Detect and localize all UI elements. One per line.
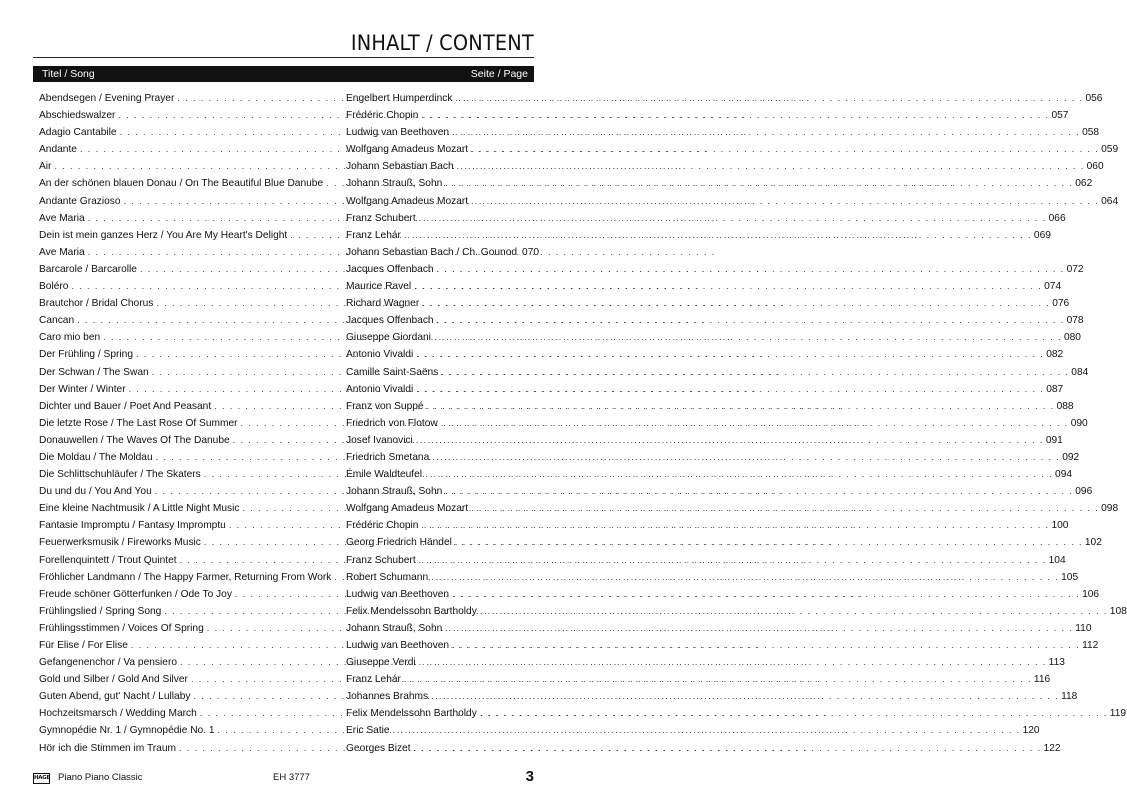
- song-title: Hochzeitsmarsch / Wedding March: [39, 708, 197, 720]
- song-title: Freude schöner Götterfunken / Ode To Joy: [39, 588, 232, 600]
- composer-name: Josef Ivanovici: [346, 434, 413, 446]
- song-title: Fröhlicher Landmann / The Happy Farmer, Returning From Work: [39, 571, 332, 583]
- composer-name: Franz Lehár: [346, 229, 401, 241]
- page-ref: 072: [1066, 263, 1084, 275]
- toc-song-cell: [39, 364, 339, 381]
- toc-song-cell: [39, 432, 339, 449]
- column-header-song: Titel / Song: [42, 68, 95, 80]
- toc-song-cell: [39, 90, 339, 107]
- song-title: Gymnopédie Nr. 1 / Gymnopédie No. 1: [39, 725, 215, 737]
- composer-name: Giuseppe Verdi: [346, 657, 416, 669]
- song-title: Brautchor / Bridal Chorus: [39, 298, 154, 310]
- toc-song-cell: [39, 158, 339, 175]
- composer-name: Franz Schubert: [346, 554, 416, 566]
- page-number: 3: [525, 768, 534, 785]
- toc-entry: [39, 398, 1074, 415]
- composer-name: Ludwig van Beethoven: [346, 588, 450, 600]
- composer-name: Jacques Offenbach: [346, 315, 434, 327]
- toc-composer-cell: [346, 637, 1099, 654]
- toc-composer-cell: [346, 432, 1063, 449]
- toc-song-cell: [39, 141, 339, 158]
- toc-entry: [39, 346, 1064, 363]
- page-ref: 118: [1061, 691, 1078, 703]
- composer-name: Frédéric Chopin: [346, 110, 419, 122]
- toc-song-cell: [39, 569, 339, 586]
- composer-name: Wolfgang Amadeus Mozart: [346, 144, 469, 156]
- toc-song-cell: [39, 175, 339, 192]
- song-title: Der Frühling / Spring: [39, 349, 133, 361]
- toc-song-cell: [39, 552, 339, 569]
- toc-composer-cell: [346, 141, 1119, 158]
- toc-entry: [39, 278, 1062, 295]
- toc-song-cell: [39, 381, 339, 398]
- toc-song-cell: [39, 449, 339, 466]
- song-title: Gold und Silber / Gold And Silver: [39, 674, 188, 686]
- toc-entry: [39, 193, 1119, 210]
- toc-entry: [39, 312, 1084, 329]
- page-ref: 062: [1075, 178, 1093, 190]
- leader-dots: [419, 210, 1047, 227]
- page-ref: 094: [1055, 469, 1073, 481]
- page-ref: 098: [1101, 503, 1119, 515]
- page-ref: 090: [1070, 417, 1088, 429]
- toc-entry: [39, 740, 1061, 757]
- leader-dots: [455, 90, 1083, 107]
- toc-entry: [39, 552, 1066, 569]
- leader-dots: [455, 534, 1083, 551]
- toc-composer-cell: [346, 415, 1088, 432]
- song-title: Du und du / You And You: [39, 486, 152, 498]
- page-ref: 064: [1101, 195, 1119, 207]
- page-ref: 060: [1086, 161, 1104, 173]
- leader-dots: [421, 107, 1049, 124]
- leader-dots: [480, 705, 1108, 722]
- toc-song-cell: [39, 637, 339, 654]
- song-title: Fantasie Impromptu / Fantasy Impromptu: [39, 520, 226, 532]
- page-ref: 110: [1075, 622, 1092, 634]
- page-ref: 120: [1022, 725, 1040, 737]
- leader-dots: [427, 398, 1055, 415]
- column-header-page: Seite / Page: [470, 68, 528, 80]
- song-title: Eine kleine Nachtmusik / A Little Night Music: [39, 503, 240, 515]
- toc-song-cell: [39, 688, 339, 705]
- toc-song-cell: [39, 500, 339, 517]
- page-ref: 076: [1052, 298, 1070, 310]
- leader-dots: [419, 552, 1047, 569]
- toc-entry: [39, 329, 1081, 346]
- page-ref: 091: [1045, 434, 1063, 446]
- composer-name: Johann Strauß, Sohn: [346, 178, 443, 190]
- song-title: Air: [39, 161, 52, 173]
- composer-name: Wolfgang Amadeus Mozart: [346, 503, 469, 515]
- composer-name: Giuseppe Giordani: [346, 332, 431, 344]
- toc-composer-cell: [346, 193, 1119, 210]
- toc-composer-cell: [346, 175, 1093, 192]
- toc-song-cell: [39, 654, 339, 671]
- composer-name: Franz Lehár: [346, 674, 401, 686]
- toc-composer-cell: [346, 124, 1100, 141]
- song-title: Frühlingsstimmen / Voices Of Spring: [39, 622, 204, 634]
- page-ref: 059: [1101, 144, 1119, 156]
- leader-dots: [414, 740, 1042, 757]
- title-divider: [33, 57, 534, 58]
- toc-composer-cell: [346, 244, 540, 261]
- song-title: Frühlingslied / Spring Song: [39, 605, 162, 617]
- composer-name: Johannes Brahms: [346, 691, 429, 703]
- song-title: Hör ich die Stimmen im Traum: [39, 742, 176, 754]
- publisher-logo: HAGE: [33, 773, 50, 784]
- toc-composer-cell: [346, 398, 1074, 415]
- leader-dots: [445, 620, 1073, 637]
- composer-name: Franz von Suppé: [346, 400, 424, 412]
- leader-dots: [419, 654, 1047, 671]
- toc-song-cell: [39, 483, 339, 500]
- composer-name: Camille Saint-Saëns: [346, 366, 439, 378]
- toc-song-cell: [39, 620, 339, 637]
- toc-song-cell: [39, 586, 339, 603]
- toc-song-cell: [39, 740, 339, 757]
- toc-composer-cell: [346, 705, 1127, 722]
- composer-name: Johann Sebastian Bach: [346, 161, 454, 173]
- song-title: Donauwellen / The Waves Of The Danube: [39, 434, 230, 446]
- toc-entry: [39, 432, 1063, 449]
- composer-name: Georges Bizet: [346, 742, 411, 754]
- toc-song-cell: [39, 278, 339, 295]
- leader-dots: [416, 432, 1044, 449]
- composer-name: Antonio Vivaldi: [346, 349, 414, 361]
- toc-entry: [39, 381, 1064, 398]
- toc-song-cell: [39, 466, 339, 483]
- toc-entry: [39, 722, 1040, 739]
- page-ref: 116: [1033, 674, 1051, 686]
- leader-dots: [432, 449, 1060, 466]
- toc-entry: [39, 124, 1100, 141]
- page-ref: 092: [1062, 451, 1080, 463]
- composer-name: Johann Sebastian Bach / Ch. Gounod: [346, 246, 518, 258]
- leader-dots: [404, 227, 1032, 244]
- page-ref: 102: [1084, 537, 1102, 549]
- leader-dots: [441, 415, 1069, 432]
- toc-entry: [39, 705, 1127, 722]
- song-title: Ave Maria: [39, 212, 85, 224]
- toc-composer-cell: [346, 90, 1103, 107]
- toc-entry: [39, 90, 1103, 107]
- composer-name: Johann Strauß, Sohn: [346, 622, 443, 634]
- toc-song-cell: [39, 295, 339, 312]
- toc-entry: [39, 158, 1104, 175]
- leader-dots: [393, 722, 1021, 739]
- page-ref: 078: [1066, 315, 1084, 327]
- toc-entry: [39, 654, 1065, 671]
- composer-name: Frédéric Chopin: [346, 520, 419, 532]
- toc-entry: [39, 415, 1088, 432]
- toc-composer-cell: [346, 500, 1119, 517]
- leader-dots: [471, 193, 1099, 210]
- page-ref: 113: [1048, 657, 1065, 669]
- composer-name: Felix Mendelssohn Bartholdy: [346, 708, 477, 720]
- toc-composer-cell: [346, 158, 1104, 175]
- leader-dots: [434, 329, 1062, 346]
- toc-composer-cell: [346, 227, 1051, 244]
- toc-entry: [39, 603, 1127, 620]
- leader-dots: [480, 603, 1108, 620]
- song-title: Der Schwan / The Swan: [39, 366, 149, 378]
- leader-dots: [404, 671, 1032, 688]
- leader-dots: [437, 312, 1065, 329]
- toc-entry: [39, 141, 1119, 158]
- leader-dots: [445, 483, 1073, 500]
- song-title: Barcarole / Barcarolle: [39, 263, 137, 275]
- page-ref: 088: [1056, 400, 1074, 412]
- composer-name: Émile Waldteufel: [346, 469, 423, 481]
- toc-entry: [39, 637, 1099, 654]
- toc-composer-cell: [346, 688, 1078, 705]
- song-title: Gefangenenchor / Va pensiero: [39, 657, 178, 669]
- toc-song-cell: [39, 244, 339, 261]
- song-title: Dein ist mein ganzes Herz / You Are My Heart's Delight: [39, 229, 288, 241]
- toc-song-cell: [39, 398, 339, 415]
- composer-name: Maurice Ravel: [346, 281, 412, 293]
- toc-composer-cell: [346, 671, 1051, 688]
- toc-entry: [39, 107, 1069, 124]
- toc-composer-cell: [346, 210, 1066, 227]
- toc-song-cell: [39, 312, 339, 329]
- toc-composer-cell: [346, 603, 1127, 620]
- toc-song-cell: [39, 193, 339, 210]
- song-title: Guten Abend, gut' Nacht / Lullaby: [39, 691, 191, 703]
- toc-entry: [39, 534, 1102, 551]
- toc-composer-cell: [346, 278, 1062, 295]
- toc-entry: [39, 586, 1100, 603]
- composer-name: Ludwig van Beethoven: [346, 640, 450, 651]
- song-title: Forellenquintett / Trout Quintet: [39, 554, 177, 566]
- table-of-contents: [39, 90, 1127, 757]
- composer-name: Johann Strauß, Sohn: [346, 486, 443, 498]
- leader-dots: [431, 688, 1059, 705]
- page-ref: 066: [1048, 212, 1066, 224]
- toc-entry: [39, 466, 1073, 483]
- leader-dots: [422, 295, 1050, 312]
- leader-dots: [416, 381, 1044, 398]
- page-ref: 108: [1109, 605, 1127, 617]
- leader-dots: [431, 569, 1059, 586]
- toc-song-cell: [39, 534, 339, 551]
- toc-entry: [39, 449, 1080, 466]
- song-title: Caro mio ben: [39, 332, 101, 344]
- toc-song-cell: [39, 415, 339, 432]
- toc-composer-cell: [346, 534, 1102, 551]
- composer-name: Eric Satie: [346, 725, 390, 737]
- toc-song-cell: [39, 210, 339, 227]
- series-title: Piano Piano Classic: [58, 772, 143, 783]
- song-title: Abschiedswalzer: [39, 110, 116, 122]
- toc-song-cell: [39, 671, 339, 688]
- composer-name: Wolfgang Amadeus Mozart: [346, 195, 469, 207]
- song-title: Abendsegen / Evening Prayer: [39, 93, 175, 104]
- page-ref: 057: [1051, 110, 1069, 122]
- toc-song-cell: [39, 517, 339, 534]
- toc-composer-cell: [346, 722, 1040, 739]
- composer-name: Felix Mendelssohn Bartholdy: [346, 605, 477, 617]
- toc-entry: [39, 688, 1078, 705]
- toc-composer-cell: [346, 483, 1093, 500]
- page-ref: 112: [1082, 640, 1099, 651]
- composer-name: Franz Schubert: [346, 212, 416, 224]
- page-ref: 084: [1071, 366, 1089, 378]
- leader-dots: [457, 158, 1085, 175]
- leader-dots: [445, 175, 1073, 192]
- toc-composer-cell: [346, 586, 1100, 603]
- toc-song-cell: [39, 705, 339, 722]
- toc-composer-cell: [346, 329, 1081, 346]
- song-title: Die Moldau / The Moldau: [39, 451, 153, 463]
- toc-composer-cell: [346, 552, 1066, 569]
- toc-entry: [39, 295, 1070, 312]
- toc-song-cell: [39, 722, 339, 739]
- page-ref: 104: [1048, 554, 1066, 566]
- song-title: Boléro: [39, 281, 69, 293]
- toc-entry: [39, 244, 540, 261]
- edition-code: EH 3777: [273, 772, 310, 783]
- composer-name: Engelbert Humperdinck: [346, 93, 453, 104]
- toc-composer-cell: [346, 466, 1073, 483]
- toc-entry: [39, 671, 1051, 688]
- toc-composer-cell: [346, 449, 1080, 466]
- page-ref: 070: [522, 246, 540, 258]
- song-title: Andante Grazioso: [39, 195, 121, 207]
- song-title: Andante: [39, 144, 77, 156]
- toc-composer-cell: [346, 364, 1089, 381]
- toc-entry: [39, 517, 1069, 534]
- leader-dots: [452, 586, 1080, 603]
- leader-dots: [471, 141, 1099, 158]
- song-title: Adagio Cantabile: [39, 127, 117, 139]
- page-ref: 074: [1044, 281, 1062, 293]
- page-ref: 122: [1043, 742, 1061, 754]
- toc-composer-cell: [346, 312, 1084, 329]
- toc-song-cell: [39, 603, 339, 620]
- toc-song-cell: [39, 261, 339, 278]
- composer-name: Friedrich Smetana: [346, 451, 430, 463]
- leader-dots: [421, 517, 1049, 534]
- toc-composer-cell: [346, 346, 1064, 363]
- toc-entry: [39, 500, 1119, 517]
- toc-song-cell: [39, 329, 339, 346]
- composer-name: Richard Wagner: [346, 298, 420, 310]
- page-title: INHALT / CONTENT: [351, 31, 534, 55]
- song-title: Der Winter / Winter: [39, 383, 126, 395]
- page-footer: [33, 768, 534, 785]
- leader-dots: [452, 124, 1080, 141]
- leader-dots: [471, 500, 1099, 517]
- leader-dots: [416, 346, 1044, 363]
- toc-entry: [39, 364, 1089, 381]
- toc-song-cell: [39, 124, 339, 141]
- page-ref: 069: [1033, 229, 1051, 241]
- composer-name: Jacques Offenbach: [346, 263, 434, 275]
- toc-composer-cell: [346, 620, 1092, 637]
- page-ref: 058: [1082, 127, 1100, 139]
- toc-entry: [39, 569, 1079, 586]
- page-ref: 119: [1109, 708, 1127, 720]
- page-ref: 105: [1061, 571, 1079, 583]
- song-title: Die Schlittschuhläufer / The Skaters: [39, 469, 201, 481]
- toc-entry: [39, 227, 1051, 244]
- composer-name: Robert Schumann: [346, 571, 429, 583]
- page-ref: 087: [1046, 383, 1064, 395]
- page-ref: 056: [1085, 93, 1103, 104]
- table-header-bar: [33, 66, 534, 82]
- leader-dots: [414, 278, 1042, 295]
- toc-entry: [39, 210, 1066, 227]
- song-title: Dichter und Bauer / Poet And Peasant: [39, 400, 212, 412]
- toc-song-cell: [39, 227, 339, 244]
- composer-name: Antonio Vivaldi: [346, 383, 414, 395]
- song-title: Cancan: [39, 315, 75, 327]
- composer-name: Ludwig van Beethoven: [346, 127, 450, 139]
- toc-entry: [39, 261, 1084, 278]
- leader-dots: [452, 637, 1080, 654]
- song-title: An der schönen blauen Donau / On The Beautiful Blue Danube: [39, 178, 324, 190]
- song-title: Feuerwerksmusik / Fireworks Music: [39, 537, 201, 549]
- composer-name: Georg Friedrich Händel: [346, 537, 452, 549]
- toc-entry: [39, 620, 1092, 637]
- page-ref: 100: [1051, 520, 1069, 532]
- page-ref: 096: [1075, 486, 1093, 498]
- composer-name: Friedrich von Flotow: [346, 417, 438, 429]
- toc-composer-cell: [346, 569, 1079, 586]
- leader-dots: [441, 364, 1069, 381]
- toc-song-cell: [39, 107, 339, 124]
- toc-composer-cell: [346, 261, 1084, 278]
- toc-composer-cell: [346, 107, 1069, 124]
- leader-dots: [437, 261, 1065, 278]
- page-ref: 106: [1082, 588, 1100, 600]
- toc-entry: [39, 483, 1093, 500]
- toc-song-cell: [39, 346, 339, 363]
- song-title: Für Elise / For Elise: [39, 640, 128, 651]
- song-title: Ave Maria: [39, 246, 85, 258]
- toc-composer-cell: [346, 381, 1064, 398]
- toc-composer-cell: [346, 740, 1061, 757]
- page-ref: 082: [1046, 349, 1064, 361]
- toc-composer-cell: [346, 654, 1065, 671]
- page-ref: 080: [1063, 332, 1081, 344]
- toc-composer-cell: [346, 517, 1069, 534]
- toc-entry: [39, 175, 1093, 192]
- toc-composer-cell: [346, 295, 1070, 312]
- leader-dots: [425, 466, 1053, 483]
- song-title: Die letzte Rose / The Last Rose Of Summer: [39, 417, 238, 429]
